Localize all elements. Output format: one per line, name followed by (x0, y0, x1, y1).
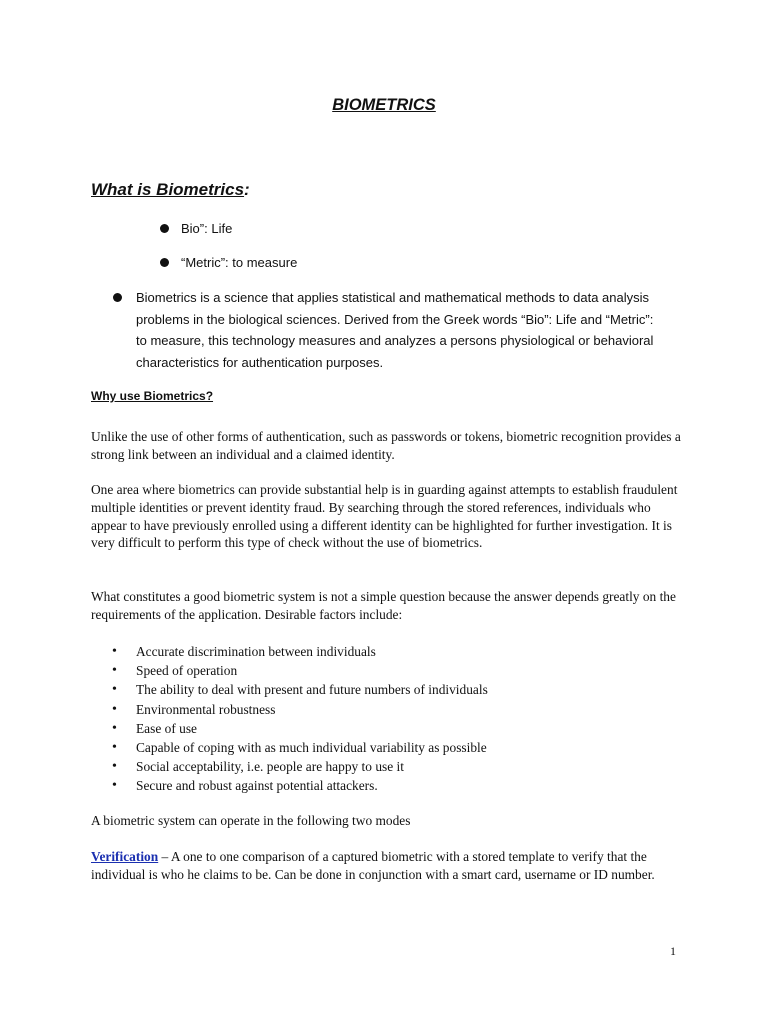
list-item: • Accurate discrimination between individuals (112, 642, 488, 661)
bullet-icon (113, 293, 122, 302)
section-heading-colon: : (244, 180, 250, 199)
definition-paragraph: Biometrics is a science that applies statistical and mathematical methods to data analysis problems in the biological sciences. Derived from the Greek words “Bio”: Life and “Metric”: to measure, this technology measures and analyzes a persons physiological or behavioral characteristics for authentication purposes. (136, 290, 654, 370)
list-item: • Social acceptability, i.e. people are happy to use it (112, 757, 488, 776)
definition-text: “Metric”: to measure (181, 255, 298, 270)
list-item: • Ease of use (112, 719, 488, 738)
list-item: • Capable of coping with as much individual variability as possible (112, 738, 488, 757)
why-heading: Why use Biometrics? (91, 389, 214, 403)
document-title: BIOMETRICS (332, 96, 436, 114)
section-heading-text: What is Biometrics (91, 180, 245, 199)
verification-text: – A one to one comparison of a captured biometric with a stored template to verify that the individual is who he claims to be. Can be done in conjunction with a smart card, username or ID number. (91, 849, 655, 882)
definition-item-metric (160, 252, 297, 274)
bullet-icon (160, 224, 169, 233)
list-item: • Secure and robust against potential attackers. (112, 776, 488, 795)
paragraph-strong-link: Unlike the use of other forms of authentication, such as passwords or tokens, biometric recognition provides a strong link between an individual and a claimed identity. (91, 429, 681, 462)
definition-paragraph-item (113, 287, 673, 373)
bullet-icon (160, 258, 169, 267)
paragraph-modes: A biometric system can operate in the following two modes (91, 813, 411, 828)
paragraph-good-system: What constitutes a good biometric system is not a simple question because the answer depends greatly on the requirements of the application. Desirable factors include: (91, 589, 676, 622)
list-item: • The ability to deal with present and future numbers of individuals (112, 680, 488, 699)
verification-paragraph (91, 848, 681, 884)
list-item: • Environmental robustness (112, 700, 488, 719)
page-number: 1 (670, 944, 676, 958)
factors-list (112, 642, 488, 796)
verification-link[interactable]: Verification (91, 849, 159, 864)
paragraph-fraud: One area where biometrics can provide substantial help is in guarding against attempts to establish fraudulent multiple identities or prevent identity fraud. By searching through the stored references, individuals who appear to have previously enrolled using a different identity can be highlighted for further investigation. It is very difficult to perform this type of check without the use of biometrics. (91, 482, 678, 551)
definition-item-bio (160, 218, 232, 240)
definition-text: Bio”: Life (181, 221, 233, 236)
section-heading (91, 180, 250, 200)
list-item: • Speed of operation (112, 661, 488, 680)
